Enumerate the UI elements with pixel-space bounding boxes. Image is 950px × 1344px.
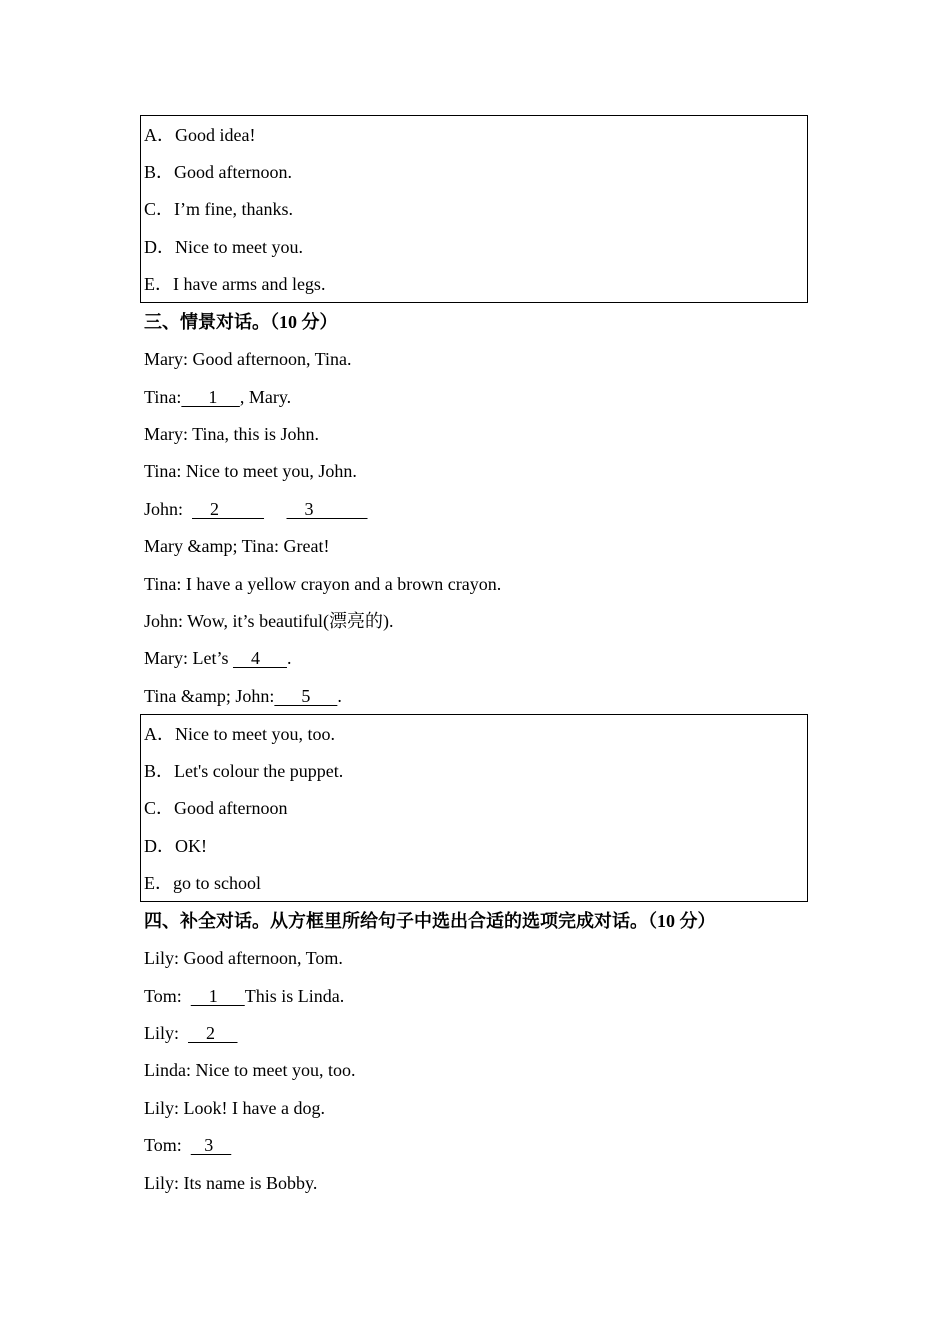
dialogue-line: Tina: Nice to meet you, John. [144,461,357,481]
speaker: Tom: [144,986,191,1006]
line-text: This is Linda. [244,986,345,1006]
speaker: Tom: [144,1135,191,1155]
dialogue-line: Lily: Good afternoon, Tom. [144,948,343,968]
option-a: A．Nice to meet you, too. [144,724,335,744]
dialogue-line-blanks-2-3 [144,498,368,520]
option-e: E．go to school [144,873,261,893]
section3-heading: 三、情景对话。（10 分） [144,312,338,332]
line-text: . [337,686,342,706]
option-d: D．Nice to meet you. [144,237,303,257]
answer-blank[interactable]: 3 [286,499,368,519]
gap [264,499,287,519]
option-e: E．I have arms and legs. [144,274,326,294]
dialogue-line-blank-5 [144,685,342,707]
dialogue-line: Linda: Nice to meet you, too. [144,1060,356,1080]
option-a: A．Good idea! [144,125,256,145]
option-b: B．Good afternoon. [144,162,292,182]
dialogue-line: Mary: Good afternoon, Tina. [144,349,352,369]
dialogue-line: Lily: Look! I have a dog. [144,1098,325,1118]
line-text: , Mary. [239,387,292,407]
dialogue-line: Tina: I have a yellow crayon and a brown crayon. [144,574,502,594]
speaker: Tina: [144,387,182,407]
section4-heading: 四、补全对话。从方框里所给句子中选出合适的选项完成对话。（10 分） [144,911,716,931]
line-text: . [286,648,292,668]
answer-blank[interactable]: 2 [192,499,265,519]
dialogue-line: Mary: Tina, this is John. [144,424,320,444]
speaker: John: [144,499,193,519]
answer-blank[interactable]: 2 [188,1023,238,1043]
answer-blank[interactable]: 5 [274,686,338,706]
dialogue-line: Mary &amp; Tina: Great! [144,536,330,556]
speaker: Lily: [144,1023,188,1043]
option-b: B．Let's colour the puppet. [144,761,344,781]
dialogue-line-blank-1 [144,386,291,408]
option-c: C．Good afternoon [144,798,288,818]
dialogue-line: Lily: Its name is Bobby. [144,1173,318,1193]
option-d: D．OK! [144,836,207,856]
line-text: Mary: Let’s [144,648,229,668]
option-c: C．I’m fine, thanks. [144,199,293,219]
dialogue-line-blank-1 [144,985,344,1007]
dialogue-line-blank-2 [144,1022,238,1044]
answer-blank[interactable]: 3 [190,1135,232,1155]
dialogue-line: John: Wow, it’s beautiful(漂亮的). [144,611,394,631]
answer-blank[interactable]: 1 [181,387,240,407]
answer-blank[interactable]: 4 [232,648,287,668]
dialogue-line-blank-3 [144,1134,231,1156]
speaker: Tina &amp; John: [144,686,275,706]
answer-blank[interactable]: 1 [190,986,245,1006]
dialogue-line-blank-4 [144,647,291,669]
